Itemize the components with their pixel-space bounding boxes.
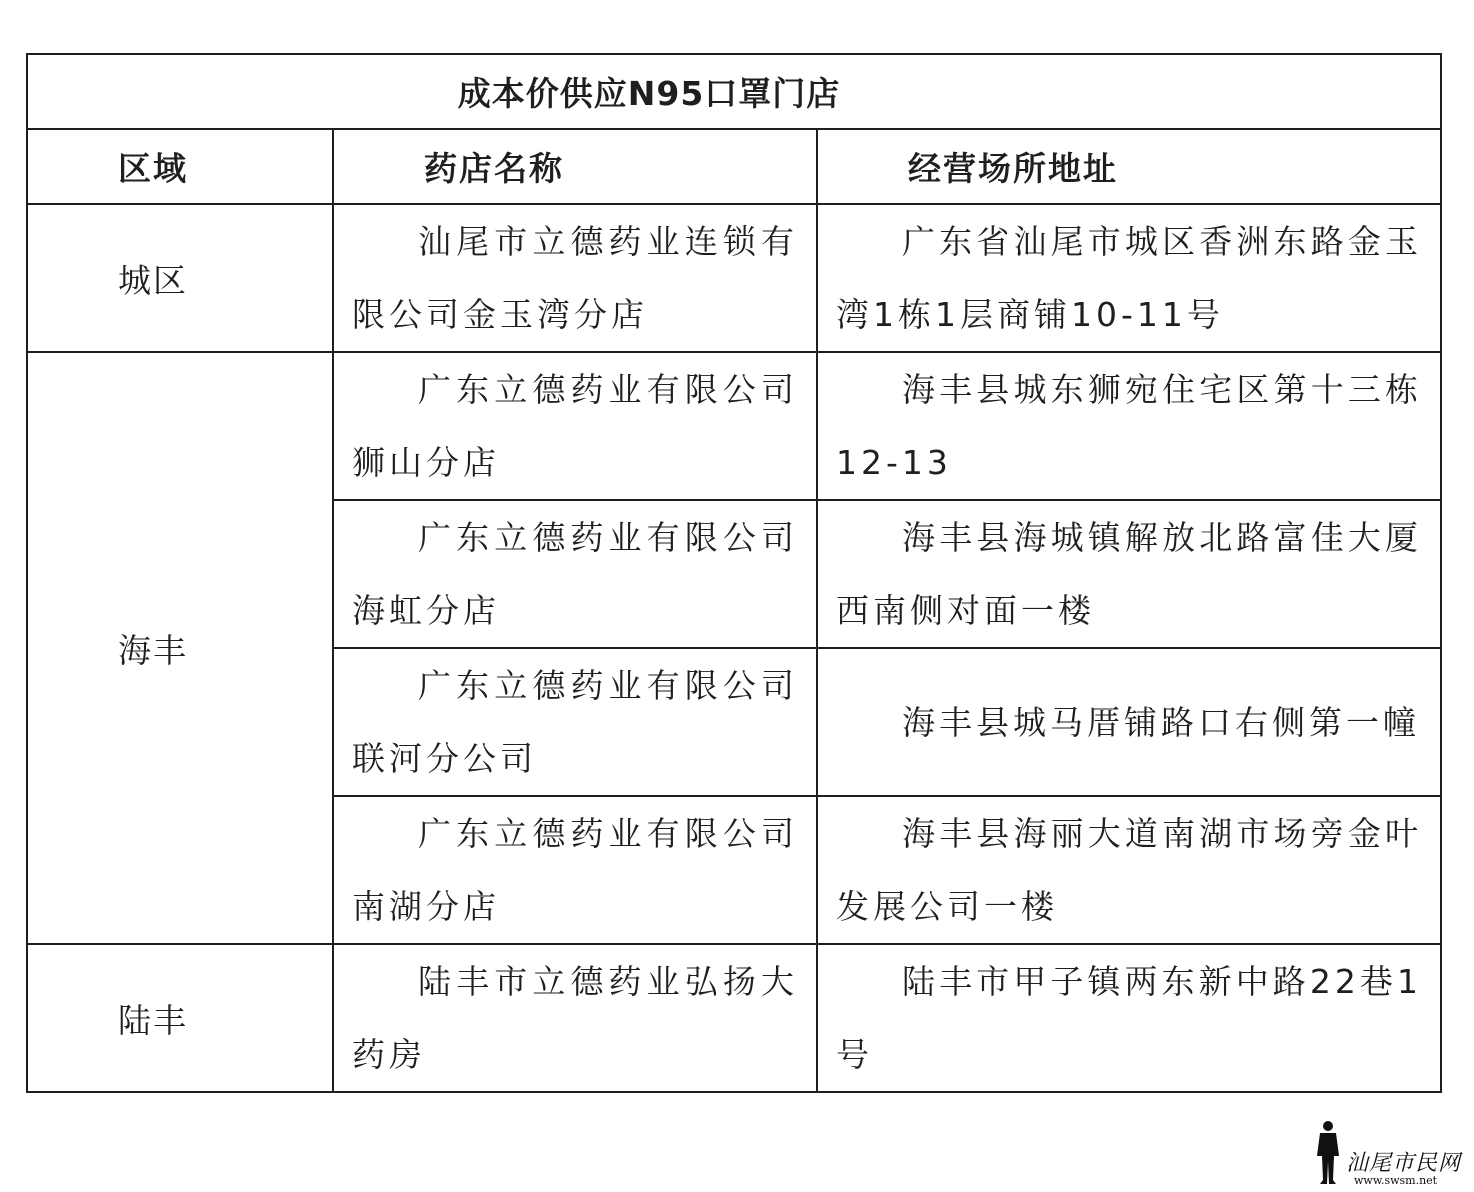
address-cell: 海丰县城东狮宛住宅区第十三栋12-13 bbox=[817, 352, 1441, 500]
watermark-logo bbox=[1310, 1118, 1470, 1188]
store-name-cell: 广东立德药业有限公司南湖分店 bbox=[333, 796, 817, 944]
table-title: 成本价供应N95口罩门店 bbox=[27, 54, 1441, 129]
table-row bbox=[27, 944, 1441, 1092]
address-cell: 海丰县海丽大道南湖市场旁金叶发展公司一楼 bbox=[817, 796, 1441, 944]
header-region: 区域 bbox=[27, 129, 333, 204]
address-cell: 海丰县城马厝铺路口右侧第一幢 bbox=[817, 648, 1441, 796]
header-store-name: 药店名称 bbox=[333, 129, 817, 204]
title-row bbox=[27, 54, 1441, 129]
table-row bbox=[27, 204, 1441, 352]
store-name-cell: 陆丰市立德药业弘扬大药房 bbox=[333, 944, 817, 1092]
address-cell: 陆丰市甲子镇两东新中路22巷1号 bbox=[817, 944, 1441, 1092]
person-silhouette-icon bbox=[1310, 1118, 1350, 1188]
store-table bbox=[26, 53, 1442, 1093]
watermark-text: 汕尾市民网 bbox=[1346, 1151, 1462, 1176]
region-cell: 城区 bbox=[27, 204, 333, 352]
region-cell: 陆丰 bbox=[27, 944, 333, 1092]
address-cell: 海丰县海城镇解放北路富佳大厦西南侧对面一楼 bbox=[817, 500, 1441, 648]
store-name-cell: 广东立德药业有限公司海虹分店 bbox=[333, 500, 817, 648]
store-name-cell: 广东立德药业有限公司狮山分店 bbox=[333, 352, 817, 500]
store-name-cell: 汕尾市立德药业连锁有限公司金玉湾分店 bbox=[333, 204, 817, 352]
region-cell: 海丰 bbox=[27, 352, 333, 944]
header-row bbox=[27, 129, 1441, 204]
header-address: 经营场所地址 bbox=[817, 129, 1441, 204]
address-cell: 广东省汕尾市城区香洲东路金玉湾1栋1层商铺10-11号 bbox=[817, 204, 1441, 352]
store-name-cell: 广东立德药业有限公司联河分公司 bbox=[333, 648, 817, 796]
table-row bbox=[27, 352, 1441, 500]
watermark-url: www.swsm.net bbox=[1354, 1174, 1438, 1187]
